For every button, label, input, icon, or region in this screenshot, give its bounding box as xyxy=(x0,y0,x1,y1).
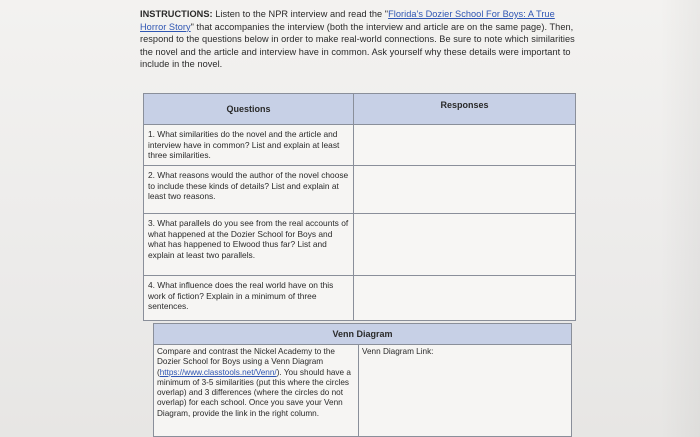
venn-text-after-link: ). You should have a minimum of 3-5 similarities (put this where the circles overlap) and 3 differences (where the circles do not overlap) for each school. Once you save your Venn Diagram, provide the link in the right column. xyxy=(157,367,351,418)
question-cell: 4. What influence does the real world have on this work of fiction? Explain in a minimum of three sentences. xyxy=(144,276,354,321)
question-cell: 2. What reasons would the author of the novel choose to include these kinds of details? List and explain at least two reasons. xyxy=(144,166,354,214)
question-cell: 1. What similarities do the novel and the article and interview have in common? List and explain at least three similarities. xyxy=(144,125,354,166)
table-row xyxy=(144,276,576,321)
response-cell[interactable] xyxy=(354,166,576,214)
venn-header-row xyxy=(154,324,572,345)
questions-table xyxy=(143,93,576,321)
questions-header-row xyxy=(144,94,576,125)
venn-text-before-link: Compare and contrast the Nickel Academy to the Dozier School for Boys using a Venn Diagram ( xyxy=(157,347,335,377)
response-cell[interactable] xyxy=(354,276,576,321)
table-row xyxy=(154,345,572,437)
table-row xyxy=(144,125,576,166)
classtools-link[interactable]: https://www.classtools.net/Venn/ xyxy=(159,367,277,377)
instructions-text-2: " that accompanies the interview (both the interview and article are on the same page). Then, respond to the questions below in order to make real-world connections. Be sure to note which similarities the novel and the article and interview have in common. Ask yourself why these details were important to include in the novel. xyxy=(140,21,575,70)
instructions-paragraph xyxy=(140,8,582,71)
venn-table xyxy=(153,323,572,437)
instructions-lead: INSTRUCTIONS: xyxy=(140,9,213,19)
responses-header: Responses xyxy=(354,94,576,125)
response-cell[interactable] xyxy=(354,125,576,166)
article-link[interactable]: Florida's Dozier School For Boys: A True Horror Story xyxy=(140,9,555,32)
questions-header: Questions xyxy=(144,94,354,125)
table-row xyxy=(144,214,576,276)
venn-instructions-cell xyxy=(154,345,359,437)
response-cell[interactable] xyxy=(354,214,576,276)
venn-header: Venn Diagram xyxy=(154,324,572,345)
question-cell: 3. What parallels do you see from the real accounts of what happened at the Dozier School for Boys and what has happened to Elwood thus far? List and explain at least two parallels. xyxy=(144,214,354,276)
instructions-text-1: Listen to the NPR interview and read the " xyxy=(212,9,389,19)
table-row xyxy=(144,166,576,214)
venn-link-cell[interactable] xyxy=(359,345,572,437)
page-shading xyxy=(660,0,700,437)
venn-link-label: Venn Diagram Link: xyxy=(362,347,434,356)
